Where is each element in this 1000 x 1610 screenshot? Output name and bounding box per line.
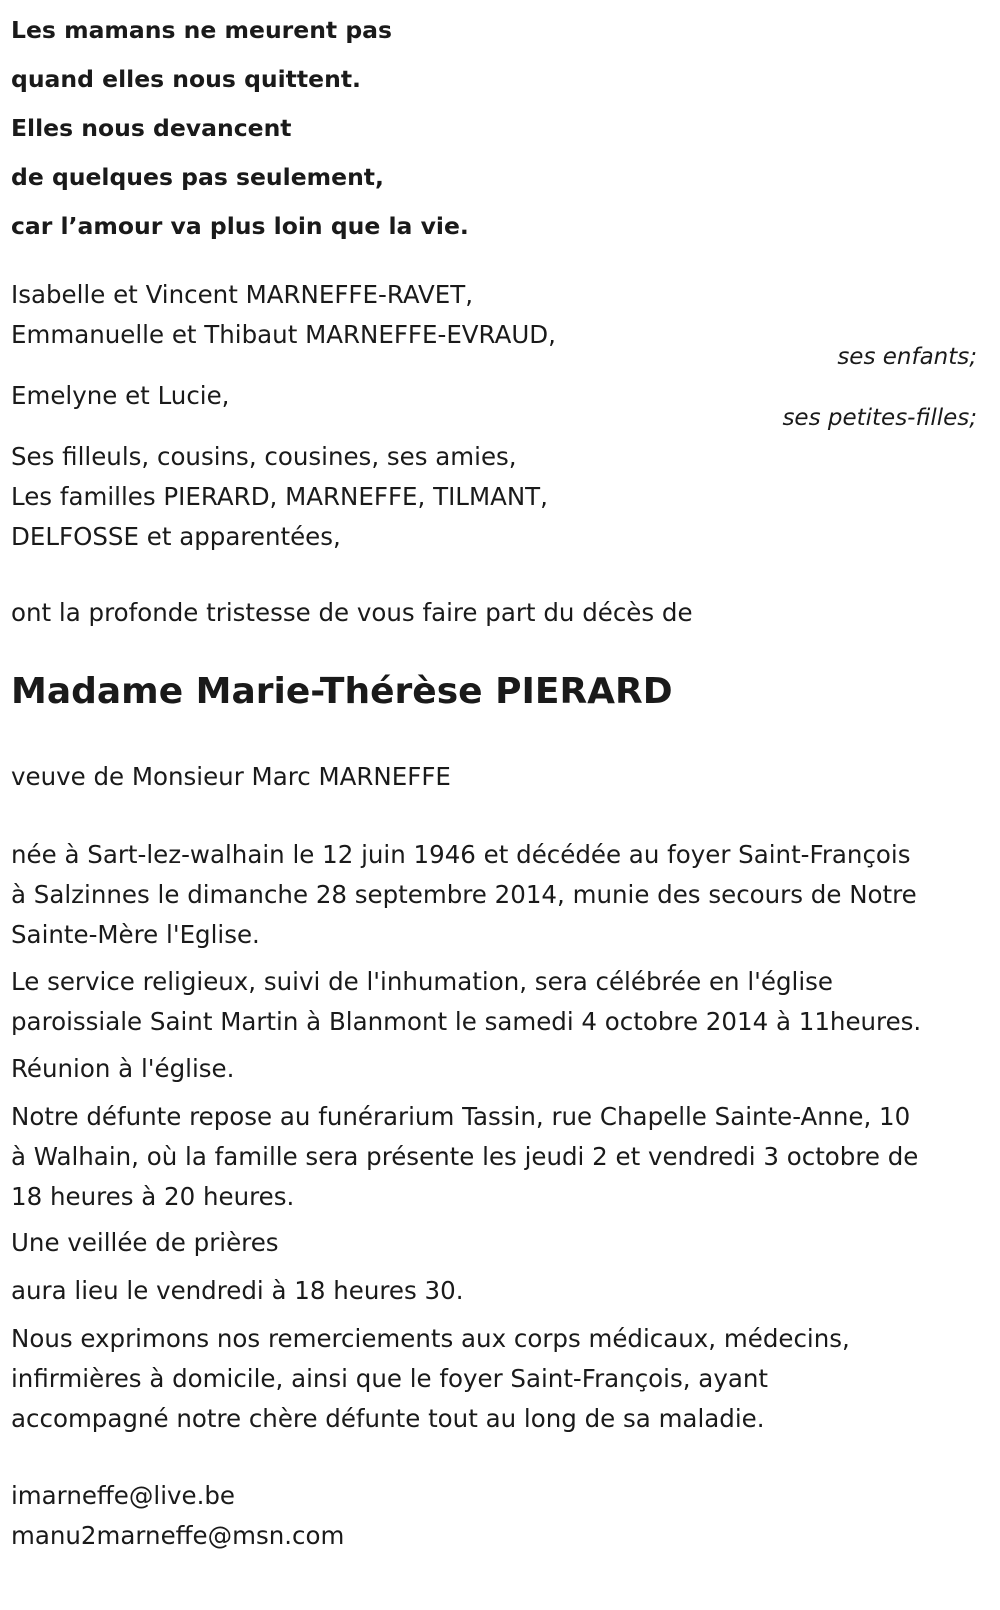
paragraph-line: Notre défunte repose au funérarium Tassin, rue Chapelle Sainte-Anne, 10 <box>11 1102 911 1131</box>
poem-line: Les mamans ne meurent pas <box>11 16 393 44</box>
memorial-poem <box>11 6 469 251</box>
email-address: imarneffe@live.be <box>11 1481 235 1510</box>
poem-line: de quelques pas seulement, <box>11 163 384 191</box>
birth-death-paragraph <box>11 835 917 955</box>
grandchildren: Emelyne et Lucie, <box>11 381 230 410</box>
service-paragraph <box>11 962 921 1042</box>
paragraph-line: Le service religieux, suivi de l'inhumation, sera célébrée en l'église <box>11 967 833 996</box>
vigil-title: Une veillée de prières <box>11 1228 279 1257</box>
contact-emails <box>11 1476 344 1556</box>
paragraph-line: paroissiale Saint Martin à Blanmont le samedi 4 octobre 2014 à 11heures. <box>11 1007 922 1036</box>
poem-line: quand elles nous quittent. <box>11 65 361 93</box>
relatives-line: DELFOSSE et apparentées, <box>11 522 341 551</box>
child-couple: Isabelle et Vincent MARNEFFE-RAVET, <box>11 280 474 309</box>
paragraph-line: 18 heures à 20 heures. <box>11 1182 295 1211</box>
relatives-line: Ses filleuls, cousins, cousines, ses amies, <box>11 442 517 471</box>
meeting-note: Réunion à l'église. <box>11 1054 235 1083</box>
thanks-paragraph <box>11 1319 850 1439</box>
paragraph-line: Nous exprimons nos remerciements aux corps médicaux, médecins, <box>11 1324 850 1353</box>
children-list <box>11 275 556 355</box>
email-address: manu2marneffe@msn.com <box>11 1521 345 1550</box>
paragraph-line: à Walhain, où la famille sera présente les jeudi 2 et vendredi 3 octobre de <box>11 1142 919 1171</box>
deceased-name: Madame Marie-Thérèse PIERARD <box>11 671 673 712</box>
children-label: ses enfants; <box>837 344 977 370</box>
poem-line: Elles nous devancent <box>11 114 292 142</box>
announcement: ont la profonde tristesse de vous faire part du décès de <box>11 598 693 627</box>
other-relatives <box>11 437 548 557</box>
grandchildren-label: ses petites-filles; <box>782 405 977 431</box>
paragraph-line: née à Sart-lez-walhain le 12 juin 1946 et décédée au foyer Saint-François <box>11 840 911 869</box>
paragraph-line: accompagné notre chère défunte tout au long de sa maladie. <box>11 1404 765 1433</box>
relatives-line: Les familles PIERARD, MARNEFFE, TILMANT, <box>11 482 548 511</box>
funeral-home-paragraph <box>11 1097 918 1217</box>
paragraph-line: Sainte-Mère l'Eglise. <box>11 920 260 949</box>
widow-of: veuve de Monsieur Marc MARNEFFE <box>11 762 451 791</box>
vigil-time: aura lieu le vendredi à 18 heures 30. <box>11 1276 464 1305</box>
paragraph-line: à Salzinnes le dimanche 28 septembre 2014, munie des secours de Notre <box>11 880 917 909</box>
poem-line: car l’amour va plus loin que la vie. <box>11 212 469 240</box>
paragraph-line: infirmières à domicile, ainsi que le foyer Saint-François, ayant <box>11 1364 768 1393</box>
child-couple: Emmanuelle et Thibaut MARNEFFE-EVRAUD, <box>11 320 556 349</box>
